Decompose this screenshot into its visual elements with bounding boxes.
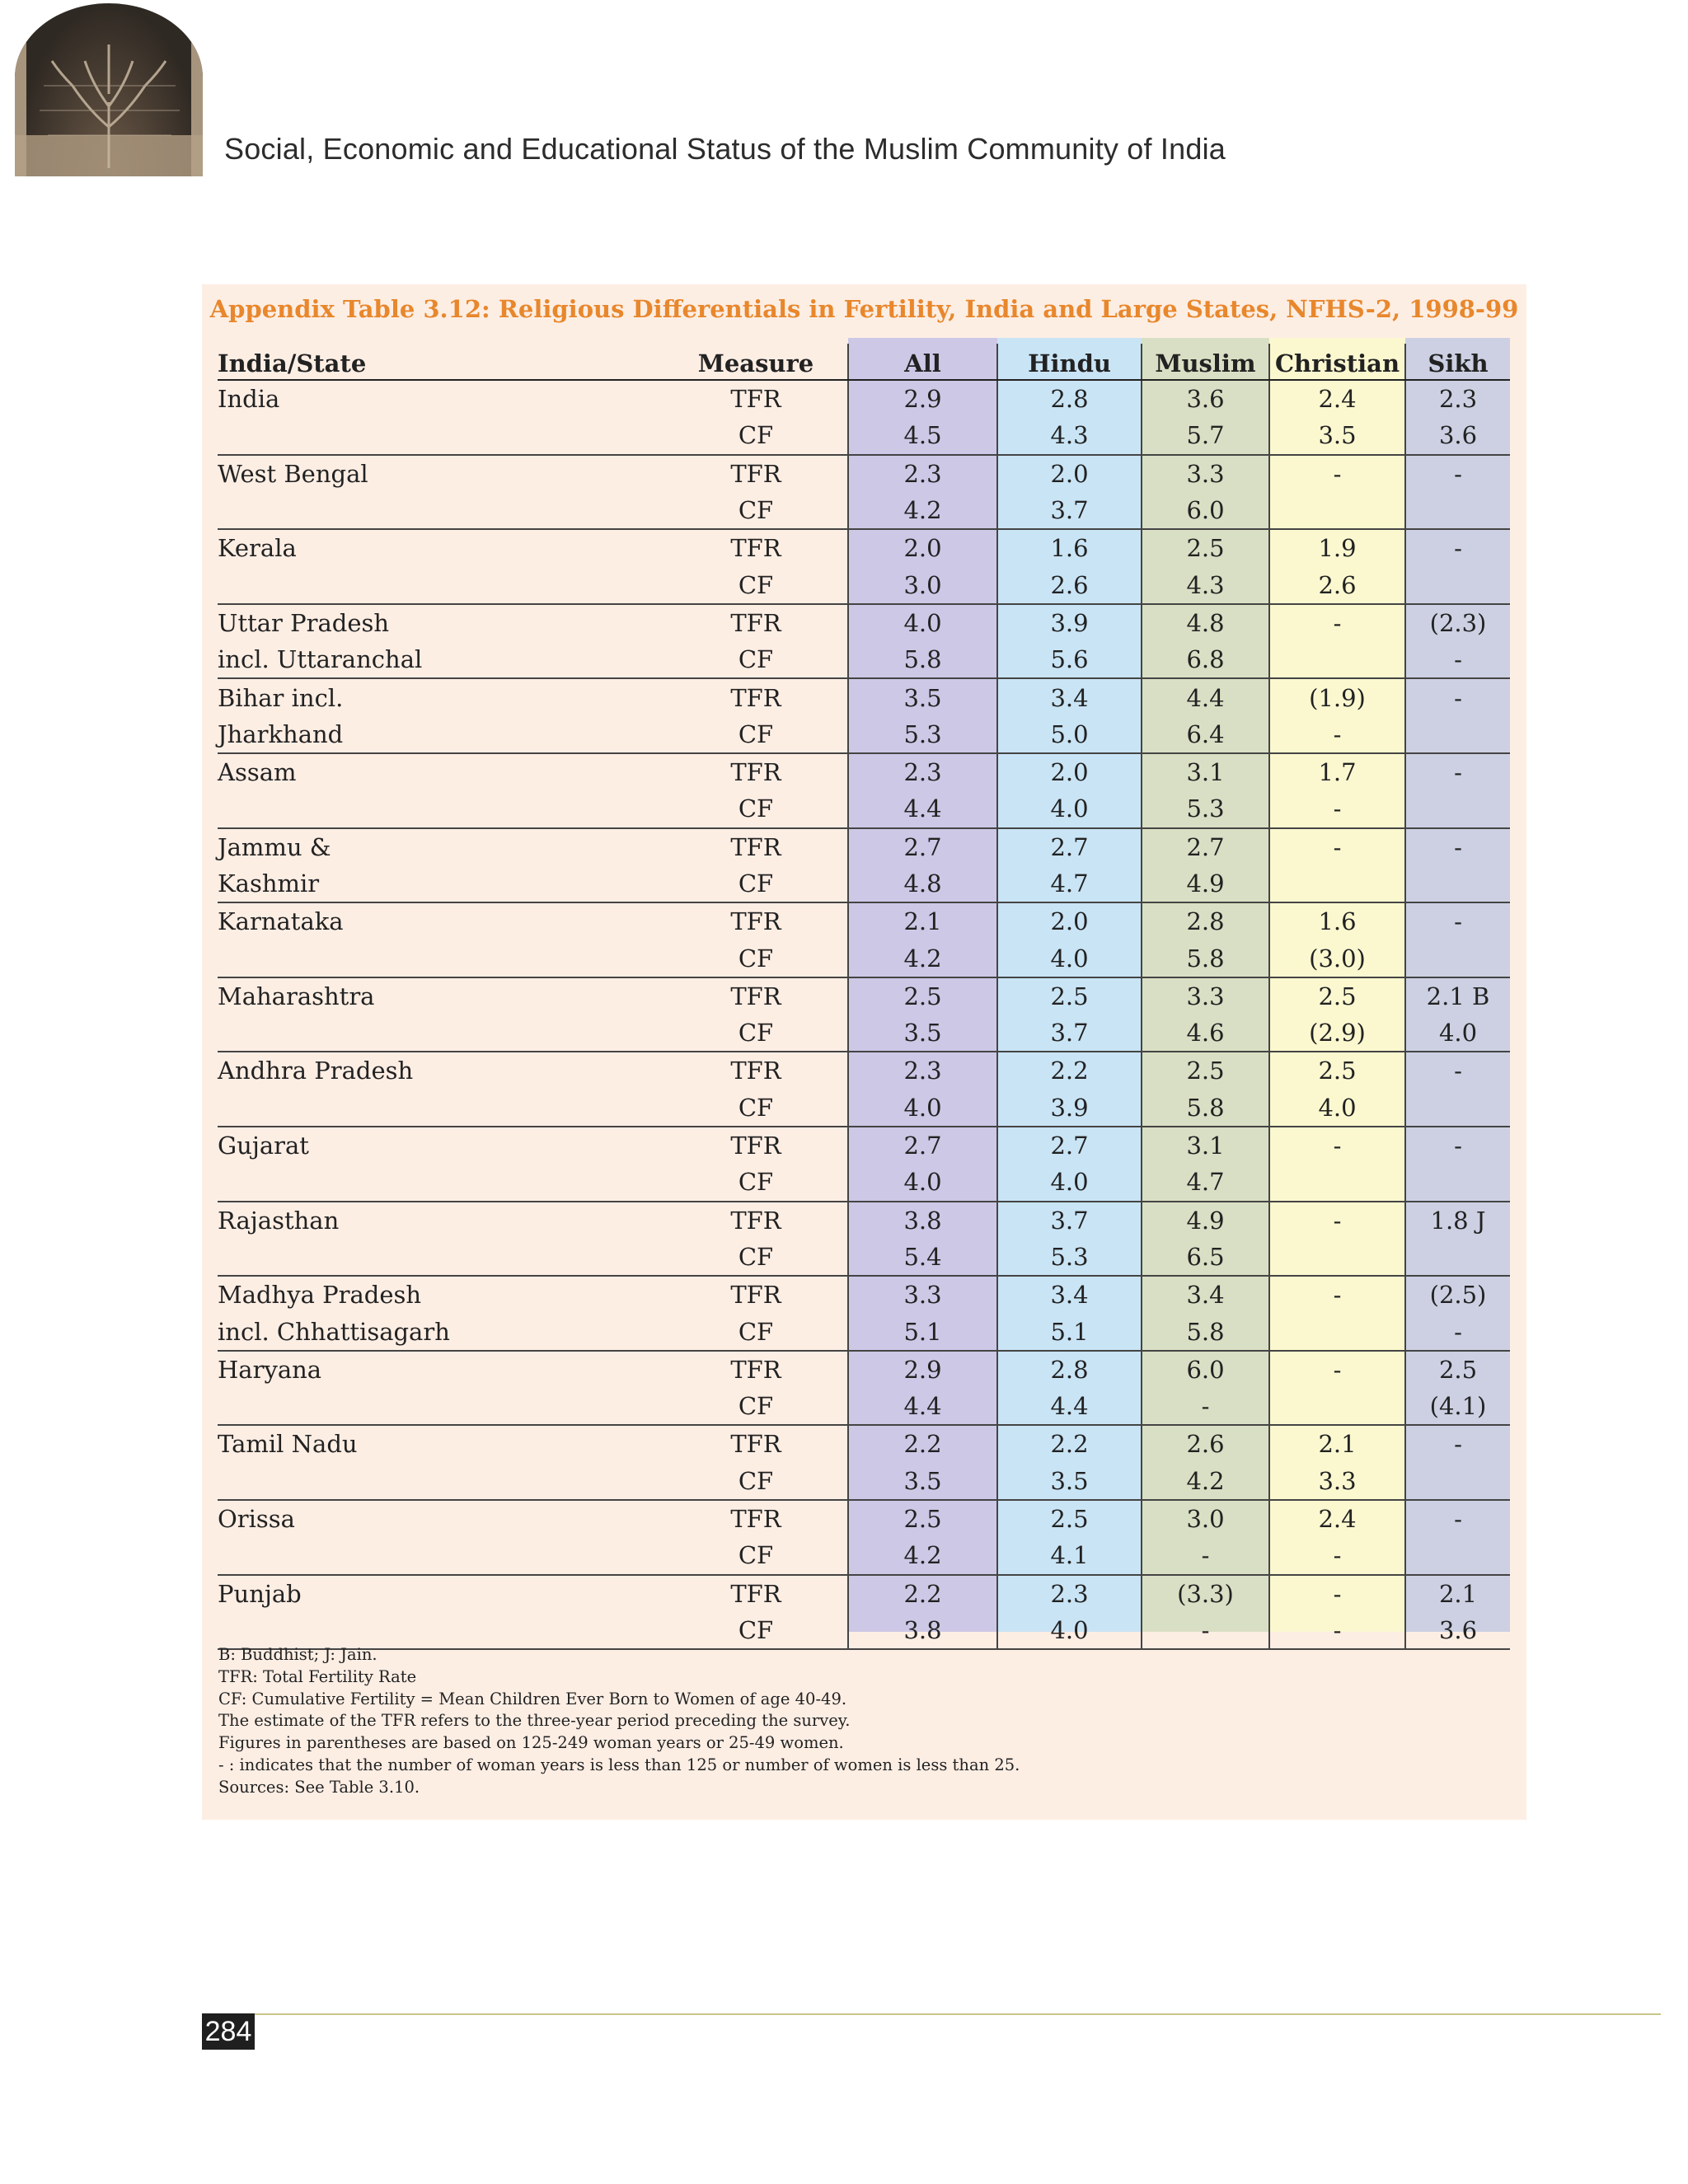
- muslim-cell: 4.4: [1142, 678, 1269, 715]
- muslim-cell: 3.3: [1142, 977, 1269, 1015]
- christian-cell: -: [1269, 1202, 1405, 1239]
- all-cell: 4.4: [848, 790, 997, 827]
- christian-cell: -: [1269, 1276, 1405, 1313]
- hindu-cell: 2.7: [997, 1127, 1142, 1164]
- note-line: CF: Cumulative Fertility = Mean Children Ever Born to Women of age 40-49.: [218, 1689, 847, 1708]
- muslim-cell: 6.8: [1142, 641, 1269, 678]
- hindu-cell: 2.5: [997, 977, 1142, 1015]
- measure-cell: TFR: [664, 380, 848, 417]
- state-cell: Rajasthan: [218, 1206, 340, 1235]
- all-cell: 3.5: [848, 1015, 997, 1052]
- state-cell: [218, 1388, 664, 1425]
- christian-cell: 2.4: [1269, 1500, 1405, 1537]
- all-cell: 2.9: [848, 380, 997, 417]
- muslim-cell: -: [1142, 1388, 1269, 1425]
- state-cell: India: [218, 385, 280, 414]
- sikh-cell: [1405, 492, 1510, 529]
- sikh-cell: [1405, 1164, 1510, 1201]
- sikh-cell: -: [1454, 1505, 1462, 1534]
- state-cell: [218, 1015, 664, 1052]
- state-cell: [218, 1239, 664, 1276]
- sikh-cell: [1405, 1463, 1510, 1500]
- hindu-cell: 2.3: [997, 1575, 1142, 1612]
- sikh-cell: [1405, 1090, 1510, 1127]
- muslim-cell: 4.6: [1142, 1015, 1269, 1052]
- page-header-title: Social, Economic and Educational Status of the Muslim Community of India: [224, 132, 1226, 166]
- christian-cell: 3.3: [1269, 1463, 1405, 1500]
- christian-cell: [1269, 865, 1405, 902]
- muslim-cell: 5.8: [1142, 940, 1269, 977]
- sikh-cell: 2.1: [1438, 1579, 1478, 1608]
- state-cell: [218, 1537, 664, 1574]
- sikh-cell: 3.6: [1405, 417, 1510, 454]
- muslim-cell: (3.3): [1142, 1575, 1269, 1612]
- state-cell: incl. Uttaranchal: [218, 641, 664, 678]
- measure-cell: CF: [664, 790, 848, 827]
- christian-cell: -: [1269, 1537, 1405, 1574]
- sikh-cell: -: [1454, 683, 1462, 712]
- hindu-cell: 5.1: [997, 1313, 1142, 1350]
- state-cell: Jharkhand: [218, 716, 664, 753]
- christian-cell: -: [1269, 604, 1405, 641]
- all-cell: 4.2: [848, 940, 997, 977]
- table-row: [218, 566, 1510, 603]
- hindu-cell: 3.7: [997, 1202, 1142, 1239]
- table-row: [218, 529, 1510, 566]
- measure-cell: CF: [664, 492, 848, 529]
- muslim-cell: 4.9: [1142, 1202, 1269, 1239]
- hindu-cell: 4.0: [997, 940, 1142, 977]
- measure-cell: CF: [664, 1164, 848, 1201]
- table-row: [218, 1313, 1510, 1350]
- state-cell: Andhra Pradesh: [218, 1057, 414, 1085]
- all-cell: 4.5: [848, 417, 997, 454]
- hindu-cell: 2.0: [997, 753, 1142, 790]
- state-cell: [218, 566, 664, 603]
- muslim-cell: 6.0: [1142, 492, 1269, 529]
- hindu-cell: 2.2: [997, 1425, 1142, 1462]
- muslim-cell: 3.3: [1142, 455, 1269, 492]
- all-cell: 3.5: [848, 1463, 997, 1500]
- hindu-cell: 2.7: [997, 828, 1142, 865]
- muslim-cell: 2.8: [1142, 902, 1269, 940]
- table-row: [218, 1351, 1510, 1388]
- hindu-cell: 4.7: [997, 865, 1142, 902]
- muslim-cell: 6.4: [1142, 716, 1269, 753]
- sikh-cell: (2.3): [1429, 608, 1487, 637]
- table-row: [218, 940, 1510, 977]
- muslim-cell: 4.9: [1142, 865, 1269, 902]
- muslim-cell: 4.7: [1142, 1164, 1269, 1201]
- all-cell: 2.5: [848, 1500, 997, 1537]
- christian-cell: 2.4: [1269, 380, 1405, 417]
- all-cell: 4.0: [848, 1090, 997, 1127]
- state-cell: Uttar Pradesh: [218, 608, 390, 637]
- christian-cell: -: [1269, 828, 1405, 865]
- christian-cell: -: [1269, 1127, 1405, 1164]
- note-line: Figures in parentheses are based on 125-249 woman years or 25-49 women.: [218, 1733, 844, 1753]
- hindu-cell: 5.3: [997, 1239, 1142, 1276]
- measure-cell: CF: [664, 1463, 848, 1500]
- hindu-cell: 2.0: [997, 455, 1142, 492]
- christian-cell: 1.6: [1269, 902, 1405, 940]
- measure-cell: TFR: [664, 455, 848, 492]
- christian-cell: 3.5: [1269, 417, 1405, 454]
- all-cell: 2.7: [848, 1127, 997, 1164]
- hindu-cell: 2.5: [997, 1500, 1142, 1537]
- measure-cell: TFR: [664, 1425, 848, 1462]
- sikh-cell: [1405, 865, 1510, 902]
- all-cell: 5.4: [848, 1239, 997, 1276]
- christian-cell: 2.5: [1269, 1052, 1405, 1089]
- all-cell: 3.0: [848, 566, 997, 603]
- measure-cell: TFR: [664, 604, 848, 641]
- measure-cell: TFR: [664, 1202, 848, 1239]
- table-row: [218, 1015, 1510, 1052]
- measure-cell: CF: [664, 1388, 848, 1425]
- sikh-cell: -: [1454, 1057, 1462, 1085]
- sikh-cell: -: [1454, 1132, 1462, 1160]
- state-cell: [218, 1164, 664, 1201]
- table-row: [218, 492, 1510, 529]
- table-row: [218, 977, 1510, 1015]
- hindu-cell: 2.8: [997, 1351, 1142, 1388]
- muslim-cell: 4.2: [1142, 1463, 1269, 1500]
- table-row: [218, 380, 1510, 417]
- hindu-cell: 4.1: [997, 1537, 1142, 1574]
- table-row: [218, 790, 1510, 827]
- measure-cell: CF: [664, 1239, 848, 1276]
- state-cell: West Bengal: [218, 459, 368, 488]
- table-header-row: [218, 344, 1510, 380]
- sikh-cell: -: [1405, 1313, 1510, 1350]
- measure-cell: CF: [664, 1015, 848, 1052]
- hindu-cell: 2.6: [997, 566, 1142, 603]
- sikh-cell: [1405, 790, 1510, 827]
- hindu-cell: 4.4: [997, 1388, 1142, 1425]
- table-row: [218, 455, 1510, 492]
- christian-cell: 2.6: [1269, 566, 1405, 603]
- sikh-cell: -: [1454, 758, 1462, 787]
- measure-cell: CF: [664, 1090, 848, 1127]
- sikh-cell: 3.6: [1405, 1612, 1510, 1649]
- measure-cell: CF: [664, 641, 848, 678]
- sikh-cell: 2.1 B: [1426, 982, 1490, 1010]
- christian-cell: 4.0: [1269, 1090, 1405, 1127]
- note-line: TFR: Total Fertility Rate: [218, 1666, 417, 1686]
- muslim-cell: 5.7: [1142, 417, 1269, 454]
- measure-cell: TFR: [664, 977, 848, 1015]
- christian-cell: [1269, 1239, 1405, 1276]
- table-row: [218, 1127, 1510, 1164]
- state-cell: Assam: [218, 758, 297, 787]
- all-cell: 4.8: [848, 865, 997, 902]
- all-cell: 2.2: [848, 1575, 997, 1612]
- all-cell: 5.1: [848, 1313, 997, 1350]
- muslim-cell: 4.8: [1142, 604, 1269, 641]
- all-cell: 2.3: [848, 1052, 997, 1089]
- muslim-cell: 5.8: [1142, 1313, 1269, 1350]
- christian-cell: [1269, 1164, 1405, 1201]
- christian-cell: -: [1269, 455, 1405, 492]
- all-cell: 4.0: [848, 604, 997, 641]
- hindu-cell: 5.6: [997, 641, 1142, 678]
- measure-cell: TFR: [664, 828, 848, 865]
- table-body: [218, 380, 1510, 1649]
- all-cell: 4.2: [848, 1537, 997, 1574]
- table-row: [218, 865, 1510, 902]
- table-row: [218, 1388, 1510, 1425]
- muslim-cell: 3.0: [1142, 1500, 1269, 1537]
- hindu-cell: 3.5: [997, 1463, 1142, 1500]
- column-header-all: All: [848, 344, 997, 380]
- hindu-cell: 4.0: [997, 790, 1142, 827]
- sikh-cell: -: [1405, 641, 1510, 678]
- christian-cell: -: [1269, 716, 1405, 753]
- all-cell: 4.0: [848, 1164, 997, 1201]
- header-mosque-window-image: [15, 3, 203, 176]
- hindu-cell: 3.4: [997, 1276, 1142, 1313]
- hindu-cell: 3.7: [997, 1015, 1142, 1052]
- table-row: [218, 1575, 1510, 1612]
- footer-rule: [202, 2013, 1661, 2015]
- measure-cell: TFR: [664, 1052, 848, 1089]
- muslim-cell: -: [1142, 1612, 1269, 1649]
- all-cell: 2.7: [848, 828, 997, 865]
- table-row: [218, 1090, 1510, 1127]
- christian-cell: [1269, 641, 1405, 678]
- christian-cell: (2.9): [1269, 1015, 1405, 1052]
- sikh-cell: -: [1454, 907, 1462, 936]
- table-row: [218, 1276, 1510, 1313]
- state-cell: Punjab: [218, 1579, 302, 1608]
- state-cell: Kerala: [218, 534, 297, 563]
- table-row: [218, 753, 1510, 790]
- table-row: [218, 417, 1510, 454]
- sikh-cell: [1405, 1239, 1510, 1276]
- hindu-cell: 3.9: [997, 604, 1142, 641]
- table-row: [218, 1164, 1510, 1201]
- all-cell: 3.5: [848, 678, 997, 715]
- column-header-sikh: Sikh: [1405, 344, 1510, 380]
- sikh-cell: [1405, 940, 1510, 977]
- all-cell: 2.5: [848, 977, 997, 1015]
- hindu-cell: 3.9: [997, 1090, 1142, 1127]
- hindu-cell: 3.7: [997, 492, 1142, 529]
- table-row: [218, 641, 1510, 678]
- note-line: B: Buddhist; J: Jain.: [218, 1645, 377, 1664]
- christian-cell: [1269, 1388, 1405, 1425]
- hindu-cell: 1.6: [997, 529, 1142, 566]
- state-cell: Madhya Pradesh: [218, 1281, 422, 1310]
- table-title: Appendix Table 3.12: Religious Differentials in Fertility, India and Large States, NFHS-2, 1998-99: [209, 295, 1519, 323]
- table-notes: [218, 1644, 1020, 1799]
- hindu-cell: 4.3: [997, 417, 1142, 454]
- sikh-cell: 4.0: [1405, 1015, 1510, 1052]
- muslim-cell: 3.4: [1142, 1276, 1269, 1313]
- table-row: [218, 1239, 1510, 1276]
- hindu-cell: 2.8: [997, 380, 1142, 417]
- measure-cell: TFR: [664, 678, 848, 715]
- sikh-cell: -: [1454, 1430, 1462, 1459]
- state-cell: [218, 492, 664, 529]
- sikh-cell: [1405, 1537, 1510, 1574]
- sikh-cell: [1405, 566, 1510, 603]
- muslim-cell: 2.7: [1142, 828, 1269, 865]
- state-cell: [218, 1090, 664, 1127]
- christian-cell: [1269, 492, 1405, 529]
- hindu-cell: 5.0: [997, 716, 1142, 753]
- state-cell: incl. Chhattisagarh: [218, 1313, 664, 1350]
- note-line: Sources: See Table 3.10.: [218, 1777, 420, 1797]
- note-line: The estimate of the TFR refers to the three-year period preceding the survey.: [218, 1711, 851, 1731]
- measure-cell: TFR: [664, 1276, 848, 1313]
- muslim-cell: 5.8: [1142, 1090, 1269, 1127]
- table-row: [218, 678, 1510, 715]
- sikh-cell: -: [1454, 832, 1462, 861]
- muslim-cell: 2.5: [1142, 529, 1269, 566]
- all-cell: 3.8: [848, 1202, 997, 1239]
- muslim-cell: 5.3: [1142, 790, 1269, 827]
- sikh-cell: 1.8 J: [1430, 1206, 1486, 1235]
- table-row: [218, 1500, 1510, 1537]
- christian-cell: [1269, 1313, 1405, 1350]
- sikh-cell: -: [1454, 534, 1462, 563]
- state-cell: [218, 940, 664, 977]
- sikh-cell: -: [1454, 459, 1462, 488]
- all-cell: 4.2: [848, 492, 997, 529]
- christian-cell: (3.0): [1269, 940, 1405, 977]
- measure-cell: TFR: [664, 1575, 848, 1612]
- measure-cell: CF: [664, 1612, 848, 1649]
- state-cell: [218, 417, 664, 454]
- measure-cell: TFR: [664, 1351, 848, 1388]
- hindu-cell: 4.0: [997, 1164, 1142, 1201]
- measure-cell: CF: [664, 1313, 848, 1350]
- table-row: [218, 716, 1510, 753]
- sikh-cell: 2.5: [1438, 1355, 1478, 1384]
- muslim-cell: 3.6: [1142, 380, 1269, 417]
- measure-cell: TFR: [664, 529, 848, 566]
- column-header-state: India/State: [218, 344, 664, 380]
- all-cell: 3.8: [848, 1612, 997, 1649]
- muslim-cell: -: [1142, 1537, 1269, 1574]
- all-cell: 2.9: [848, 1351, 997, 1388]
- measure-cell: CF: [664, 1537, 848, 1574]
- christian-cell: 2.5: [1269, 977, 1405, 1015]
- hindu-cell: 2.0: [997, 902, 1142, 940]
- sikh-cell: (2.5): [1429, 1281, 1487, 1310]
- table-row: [218, 1463, 1510, 1500]
- muslim-cell: 3.1: [1142, 1127, 1269, 1164]
- muslim-cell: 2.6: [1142, 1425, 1269, 1462]
- all-cell: 5.8: [848, 641, 997, 678]
- measure-cell: CF: [664, 716, 848, 753]
- all-cell: 5.3: [848, 716, 997, 753]
- hindu-cell: 3.4: [997, 678, 1142, 715]
- table-row: [218, 604, 1510, 641]
- all-cell: 4.4: [848, 1388, 997, 1425]
- christian-cell: -: [1269, 1612, 1405, 1649]
- state-cell: Orissa: [218, 1505, 295, 1534]
- all-cell: 2.3: [848, 753, 997, 790]
- measure-cell: CF: [664, 940, 848, 977]
- christian-cell: (1.9): [1269, 678, 1405, 715]
- all-cell: 2.1: [848, 902, 997, 940]
- all-cell: 2.2: [848, 1425, 997, 1462]
- hindu-cell: 2.2: [997, 1052, 1142, 1089]
- page-number: 284: [202, 2013, 255, 2050]
- state-cell: Karnataka: [218, 907, 344, 936]
- christian-cell: -: [1269, 1575, 1405, 1612]
- measure-cell: CF: [664, 417, 848, 454]
- state-cell: Gujarat: [218, 1132, 309, 1160]
- column-header-christian: Christian: [1269, 344, 1405, 380]
- sikh-cell: [1405, 716, 1510, 753]
- state-cell: Tamil Nadu: [218, 1430, 358, 1459]
- state-cell: Jammu &: [218, 832, 331, 861]
- all-cell: 2.3: [848, 455, 997, 492]
- sikh-cell: 2.3: [1438, 385, 1478, 414]
- measure-cell: CF: [664, 865, 848, 902]
- christian-cell: 1.7: [1269, 753, 1405, 790]
- tree-of-life-lattice-icon: [15, 3, 203, 176]
- table-row: [218, 1537, 1510, 1574]
- table-row: [218, 902, 1510, 940]
- muslim-cell: 6.5: [1142, 1239, 1269, 1276]
- sikh-cell: (4.1): [1405, 1388, 1510, 1425]
- hindu-cell: 4.0: [997, 1612, 1142, 1649]
- measure-cell: TFR: [664, 753, 848, 790]
- all-cell: 3.3: [848, 1276, 997, 1313]
- muslim-cell: 2.5: [1142, 1052, 1269, 1089]
- state-cell: Kashmir: [218, 865, 664, 902]
- state-cell: Bihar incl.: [218, 683, 344, 712]
- state-cell: [218, 790, 664, 827]
- table-row: [218, 1052, 1510, 1089]
- muslim-cell: 3.1: [1142, 753, 1269, 790]
- state-cell: Maharashtra: [218, 982, 375, 1010]
- muslim-cell: 6.0: [1142, 1351, 1269, 1388]
- note-line: - : indicates that the number of woman years is less than 125 or number of women is less than 25.: [218, 1755, 1020, 1774]
- measure-cell: CF: [664, 566, 848, 603]
- all-cell: 2.0: [848, 529, 997, 566]
- column-header-measure: Measure: [664, 344, 848, 380]
- state-cell: Haryana: [218, 1355, 322, 1384]
- measure-cell: TFR: [664, 1500, 848, 1537]
- christian-cell: 2.1: [1269, 1425, 1405, 1462]
- christian-cell: -: [1269, 790, 1405, 827]
- column-header-muslim: Muslim: [1142, 344, 1269, 380]
- table-row: [218, 828, 1510, 865]
- christian-cell: -: [1269, 1351, 1405, 1388]
- appendix-table-panel: [202, 284, 1526, 1820]
- column-header-hindu: Hindu: [997, 344, 1142, 380]
- table-row: [218, 1425, 1510, 1462]
- muslim-cell: 4.3: [1142, 566, 1269, 603]
- state-cell: [218, 1463, 664, 1500]
- table-row: [218, 1202, 1510, 1239]
- christian-cell: 1.9: [1269, 529, 1405, 566]
- fertility-table: [218, 344, 1510, 1650]
- measure-cell: TFR: [664, 902, 848, 940]
- measure-cell: TFR: [664, 1127, 848, 1164]
